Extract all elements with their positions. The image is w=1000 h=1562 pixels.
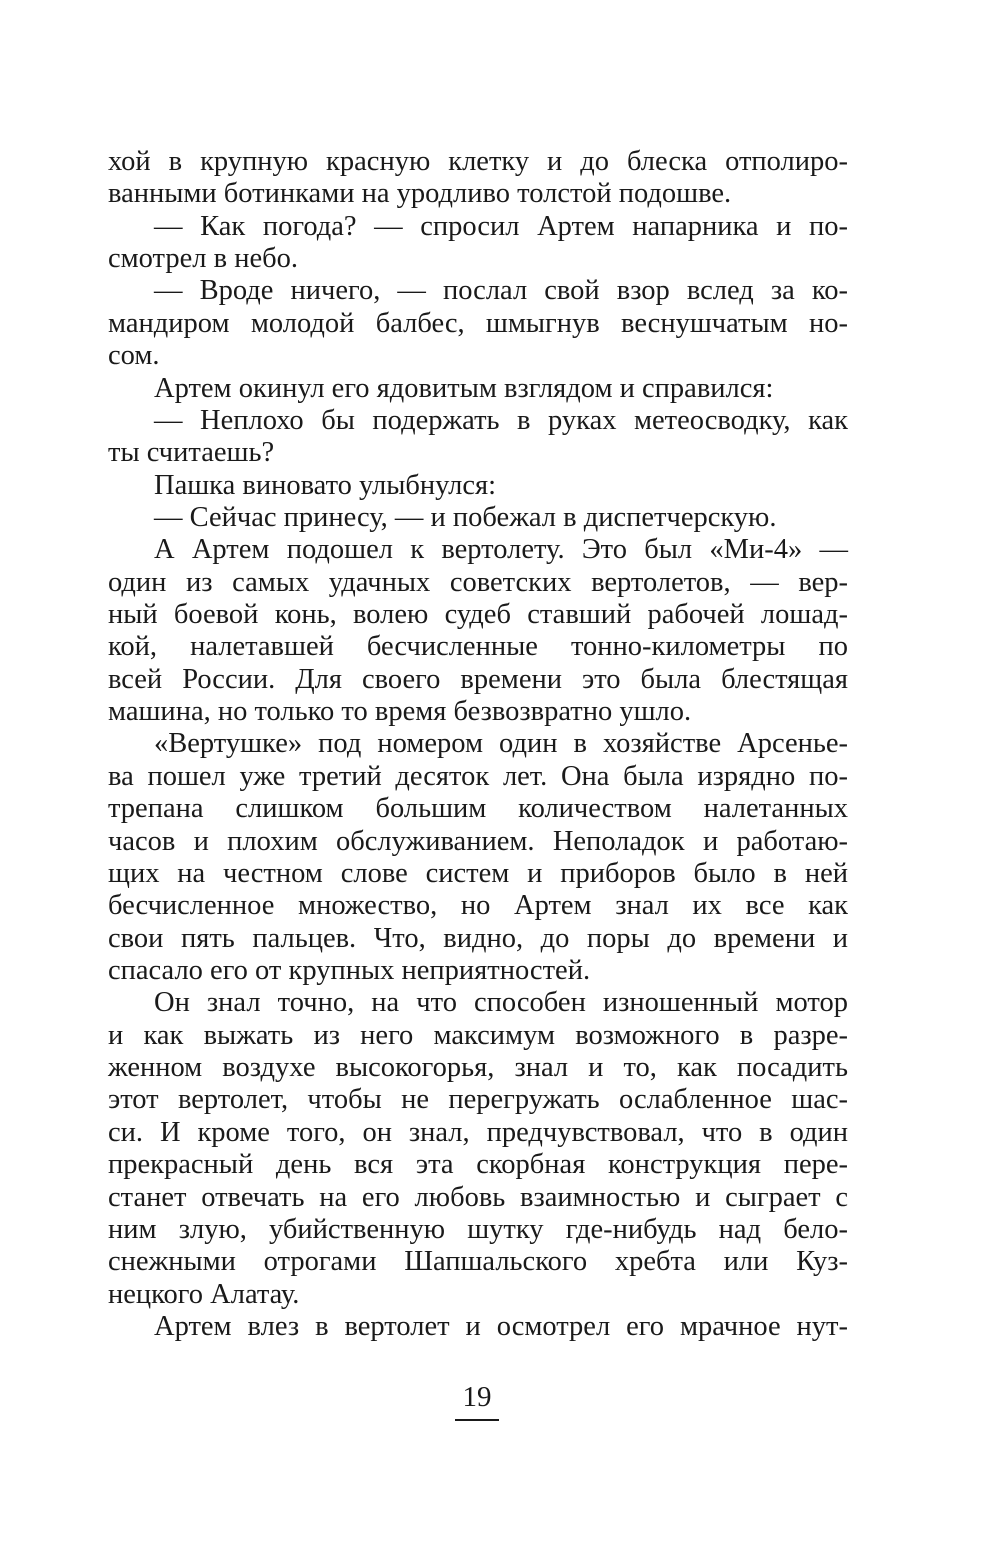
text-line: ним злую, убийственную шутку где-нибудь над бело-	[108, 1213, 848, 1245]
text-line: нецкого Алатау.	[108, 1278, 300, 1310]
text-line: си. И кроме того, он знал, предчувствовал, что в один	[108, 1116, 848, 1148]
text-line: А Артем подошел к вертолету. Это был «Ми-4» —	[154, 534, 848, 566]
text-line: Артем окинул его ядовитым взглядом и справился:	[154, 372, 774, 404]
paragraph	[108, 728, 848, 987]
paragraph	[108, 987, 848, 1311]
paragraph	[108, 1311, 848, 1343]
paragraph	[108, 373, 848, 405]
text-line: и как выжать из него максимум возможного в разре-	[108, 1019, 848, 1051]
paragraph	[108, 275, 848, 372]
text-line: спасало его от крупных неприятностей.	[108, 954, 591, 986]
paragraph	[108, 502, 848, 534]
text-line: сом.	[108, 340, 160, 372]
text-line: — Как погода? — спросил Артем напарника и по-	[154, 210, 848, 242]
page-number-underline	[455, 1419, 499, 1421]
text-line: ты считаешь?	[108, 437, 275, 469]
text-line: всей России. Для своего времени это была блестящая	[108, 663, 848, 695]
text-line: ва пошел уже третий десяток лет. Она была изрядно по-	[108, 760, 848, 792]
text-line: смотрел в небо.	[108, 243, 298, 275]
text-line: трепана слишком большим количеством налетанных	[108, 793, 848, 825]
text-line: мандиром молодой балбес, шмыгнув веснушчатым но-	[108, 307, 848, 339]
text-line: один из самых удачных советских вертолетов, — вер-	[108, 566, 848, 598]
text-line: ный боевой конь, волею судеб ставший рабочей лошад-	[108, 599, 848, 631]
text-line: часов и плохим обслуживанием. Неполадок и работаю-	[108, 825, 848, 857]
text-line: кой, налетавшей бесчисленные тонно-километры по	[108, 631, 848, 663]
text-line: хой в крупную красную клетку и до блеска отполиро-	[108, 146, 848, 177]
text-line: Пашка виновато улыбнулся:	[154, 469, 497, 501]
paragraph	[108, 534, 848, 728]
page-number: 19	[462, 1381, 492, 1413]
paragraph	[108, 405, 848, 470]
text-line: женном воздухе высокогорья, знал и то, как посадить	[108, 1052, 848, 1084]
text-line: свои пять пальцев. Что, видно, до поры до времени и	[108, 922, 848, 954]
paragraph	[108, 146, 848, 211]
paragraph	[108, 211, 848, 276]
paragraph	[108, 470, 848, 502]
body-text	[108, 146, 848, 1343]
text-line: этот вертолет, чтобы не перегружать ослабленное шас-	[108, 1084, 848, 1116]
text-line: — Сейчас принесу, — и побежал в диспетчерскую.	[154, 501, 777, 533]
text-line: станет отвечать на его любовь взаимностью и сыграет с	[108, 1181, 848, 1213]
text-line: — Вроде ничего, — послал свой взор вслед за ко-	[154, 275, 848, 307]
text-line: прекрасный день вся эта скорбная конструкция пере-	[108, 1149, 848, 1181]
text-line: снежными отрогами Шапшальского хребта или Куз-	[108, 1246, 848, 1278]
text-line: машина, но только то время безвозвратно ушло.	[108, 696, 692, 728]
text-line: щих на честном слове систем и приборов было в ней	[108, 857, 848, 889]
text-line: «Вертушке» под номером один в хозяйстве Арсенье-	[154, 728, 848, 760]
text-line: — Неплохо бы подержать в руках метеосводку, как	[154, 404, 848, 436]
text-line: Он знал точно, на что способен изношенный мотор	[154, 987, 848, 1019]
text-line: бесчисленное множество, но Артем знал их все как	[108, 890, 848, 922]
text-line: Артем влез в вертолет и осмотрел его мрачное нут-	[154, 1310, 848, 1342]
text-line: ванными ботинками на уродливо толстой подошве.	[108, 178, 732, 210]
